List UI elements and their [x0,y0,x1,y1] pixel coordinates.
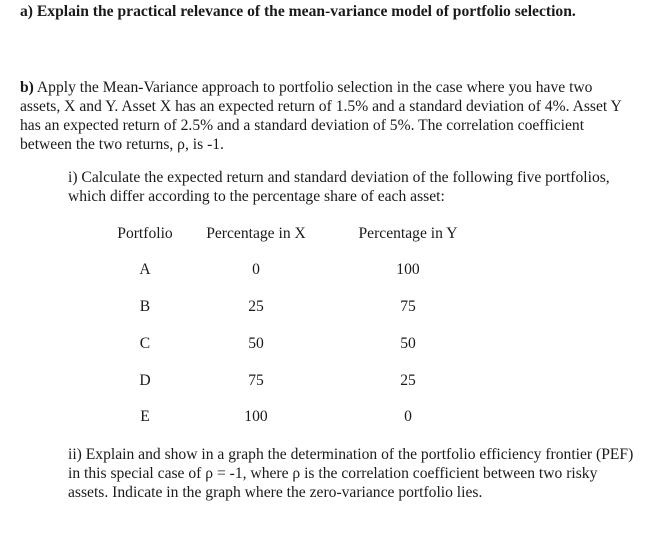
question-b-text: Apply the Mean-Variance approach to portfolio selection in the case where you have two assets, X and Y. Asset X has an expected return of 1.5% and a standard deviation of 4%. Asset Y has an expected return of 2.5% and a standard deviation of 5%. The correlation coefficient between the two returns, ρ, is -1. [20,79,622,153]
table-cell-percentage-x: 0 [252,261,260,278]
table-cell-percentage-x: 50 [248,335,264,352]
table-cell-percentage-y: 25 [400,372,416,389]
question-b [20,78,630,154]
table-cell-percentage-y: 0 [404,408,412,425]
table-cell-portfolio: A [139,261,151,278]
table-cell-portfolio: D [139,372,151,389]
table-header-percentage-y: Percentage in Y [358,225,458,242]
question-a-text: Explain the practical relevance of the mean-variance model of portfolio selection. [33,3,576,20]
table-cell-portfolio: C [139,335,151,352]
question-a [20,2,640,21]
table-cell-percentage-x: 75 [248,372,264,389]
table-cell-percentage-x: 25 [248,298,264,315]
table-cell-percentage-x: 100 [244,408,268,425]
table-cell-portfolio: E [140,408,150,425]
question-ii: ii) Explain and show in a graph the determination of the portfolio efficiency frontier (PEF) in this special case of ρ = -1, where ρ is the correlation coefficient between two risky assets. Indicate in the graph where the zero-variance portfolio lies. [68,446,634,501]
question-b-label: b) [20,79,34,96]
table-cell-percentage-y: 100 [396,261,420,278]
question-a-label: a) [20,3,33,20]
question-i: i) Calculate the expected return and standard deviation of the following five portfolios, which differ according to the percentage share of each asset: [68,169,610,205]
table-cell-percentage-y: 75 [400,298,416,315]
table-cell-portfolio: B [139,298,151,315]
table-cell-percentage-y: 50 [400,335,416,352]
table-header-portfolio: Portfolio [117,225,173,242]
table-header-percentage-x: Percentage in X [206,225,306,242]
